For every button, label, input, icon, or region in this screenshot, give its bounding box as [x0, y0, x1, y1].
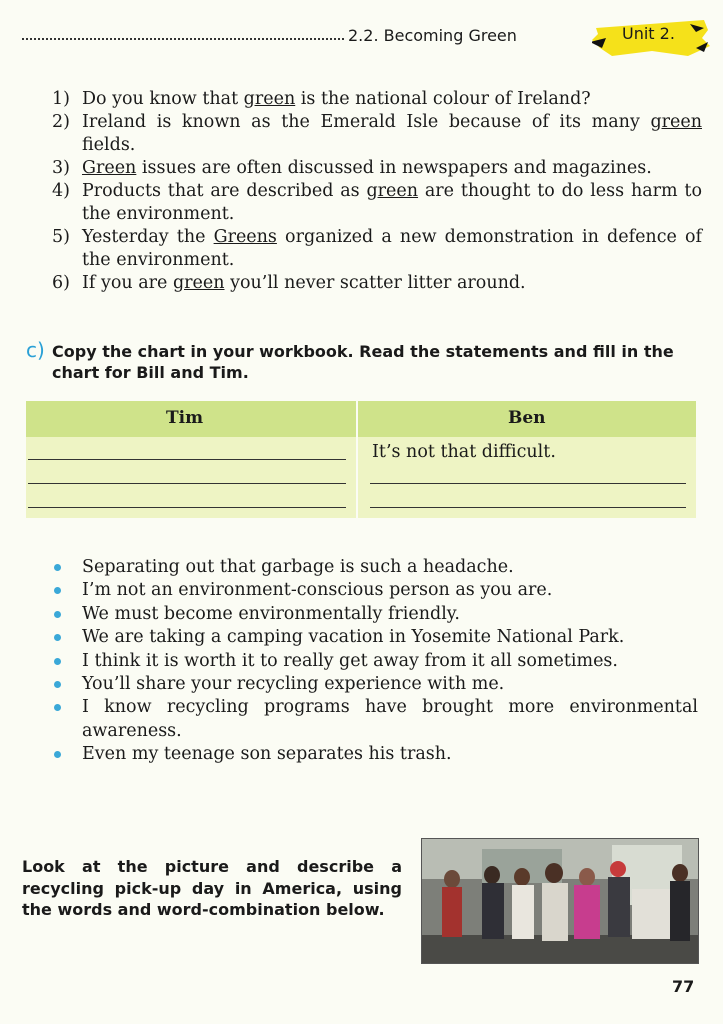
list-item	[52, 88, 702, 111]
task-d-instruction: Look at the picture and describe a recycling pick-up day in America, using the words and word-combination below.	[22, 857, 402, 919]
list-item	[54, 626, 698, 649]
list-item	[54, 603, 698, 626]
list-item	[54, 673, 698, 696]
task-letter: c)	[26, 338, 45, 362]
list-item	[52, 272, 702, 295]
header-dotted-rule	[22, 38, 344, 40]
bullet-icon	[54, 673, 82, 696]
recycling-photo-illustration	[422, 839, 698, 963]
item-number: 5)	[52, 227, 70, 247]
blank-line	[28, 507, 346, 508]
underlined-word: green	[243, 89, 296, 109]
bullet-icon	[54, 579, 82, 602]
list-item	[52, 157, 702, 180]
list-item	[52, 180, 702, 226]
statement-text: We must become environmentally friendly.	[82, 603, 460, 624]
chart-column-divider	[356, 401, 358, 518]
list-item	[54, 579, 698, 602]
item-number: 2)	[52, 112, 70, 132]
underlined-word: Green	[82, 158, 137, 178]
statement-text: I’m not an environment-conscious person as you are.	[82, 580, 553, 601]
bullet-icon	[54, 696, 82, 743]
statement-text: Separating out that garbage is such a headache.	[82, 557, 514, 577]
statement-text: I think it is worth it to really get away from it all sometimes.	[82, 650, 618, 671]
underlined-word: green	[172, 273, 225, 293]
underlined-word: Greens	[213, 227, 277, 247]
list-item	[52, 111, 702, 157]
blank-line	[28, 483, 346, 484]
item-text: Yesterday the Greens organized a new demonstration in defence of the environment.	[82, 227, 703, 270]
statement-text: Even my teenage son separates his trash.	[82, 744, 452, 765]
item-number: 6)	[52, 273, 70, 293]
chart-column-ben: Ben	[508, 408, 546, 428]
recycling-photo	[421, 838, 699, 964]
page-header	[22, 24, 702, 54]
bullet-icon	[54, 603, 82, 626]
item-number: 3)	[52, 158, 70, 178]
blank-line	[370, 507, 686, 508]
unit-badge	[592, 18, 710, 58]
item-text: Do you know that green is the national colour of Ireland?	[82, 89, 591, 109]
chart-column-tim: Tim	[166, 408, 204, 428]
list-item	[54, 743, 698, 766]
underlined-word: green	[366, 181, 419, 201]
item-text: Green issues are often discussed in newspapers and magazines.	[82, 158, 652, 178]
item-text: Products that are described as green are thought to do less harm to the environment.	[82, 181, 702, 224]
green-sentences-list	[52, 88, 702, 295]
page-number: 77	[672, 977, 695, 996]
blank-line	[370, 483, 686, 484]
comparison-chart	[26, 401, 696, 518]
list-item	[54, 650, 698, 673]
underlined-word: green	[650, 112, 702, 132]
section-title: 2.2. Becoming Green	[348, 26, 517, 45]
bullet-icon	[54, 743, 82, 766]
bullet-icon	[54, 650, 82, 673]
blank-line	[28, 459, 346, 460]
chart-header-row	[26, 401, 696, 437]
bullet-icon	[54, 626, 82, 649]
task-text: Copy the chart in your workbook. Read the statements and fill in the chart for Bill and Tim.	[52, 342, 674, 382]
item-number: 4)	[52, 181, 70, 201]
statement-text: We are taking a camping vacation in Yosemite National Park.	[82, 627, 625, 648]
list-item	[52, 226, 702, 272]
chart-cell-ben-1: It’s not that difficult.	[372, 442, 556, 462]
statement-text: I know recycling programs have brought more environmental awareness.	[82, 697, 698, 741]
statements-list	[54, 556, 698, 767]
item-text: Ireland is known as the Emerald Isle because of its many green fields.	[82, 112, 702, 155]
unit-label: Unit 2.	[622, 24, 675, 43]
statement-text: You’ll share your recycling experience with me.	[82, 674, 505, 695]
list-item	[54, 556, 698, 579]
item-number: 1)	[52, 89, 70, 109]
item-text: If you are green you’ll never scatter litter around.	[82, 273, 526, 293]
list-item	[54, 696, 698, 743]
bullet-icon	[54, 556, 82, 579]
